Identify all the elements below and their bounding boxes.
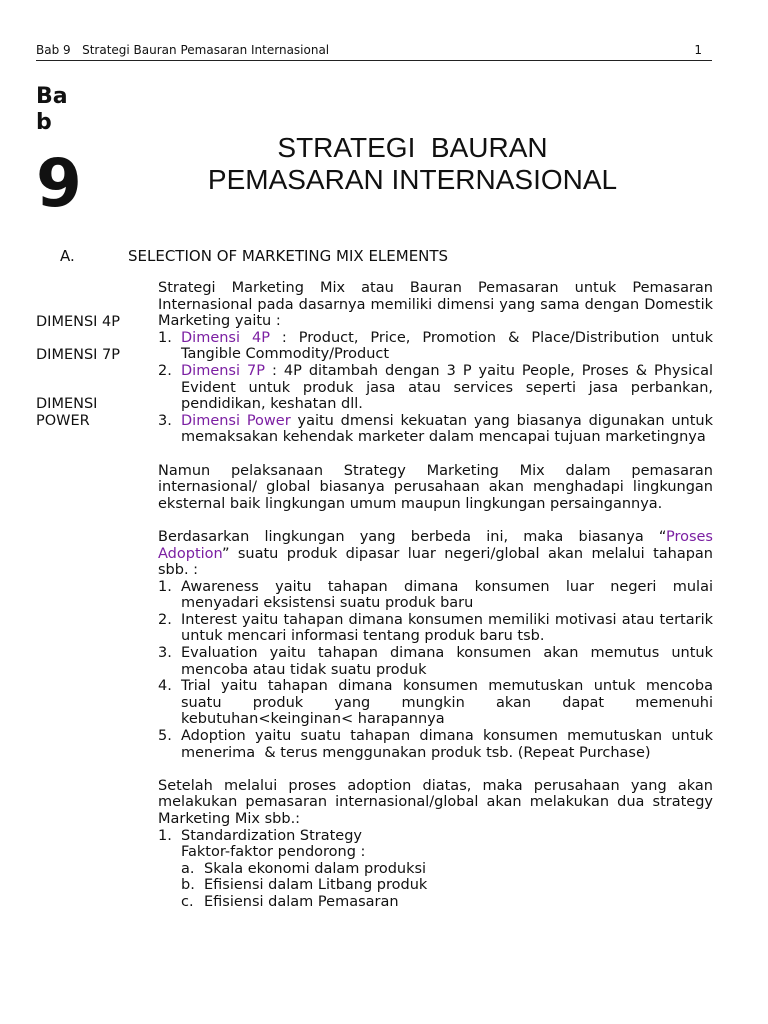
factor-item bbox=[158, 877, 713, 894]
factor-text: Efisiensi dalam Litbang produk bbox=[204, 877, 428, 894]
header-chapter-title: Bab 9 Strategi Bauran Pemasaran Internasional bbox=[36, 43, 330, 57]
paragraph-2: Namun pelaksanaan Strategy Marketing Mix dalam pemasaran internasional/ global biasanya perusahaan akan menghadapi lingkungan eksternal baik lingkungan umum maupun lingkungan persaingannya. bbox=[158, 462, 713, 512]
strategy-title: Standardization Strategy bbox=[181, 827, 363, 844]
paragraph-3 bbox=[158, 529, 713, 579]
list-number: 2. bbox=[158, 611, 172, 628]
side-label-dimensi-power bbox=[36, 396, 97, 430]
dimension-desc: : 4P ditambah dengan 3 P yaitu People, Proses & Physical Evident untuk produk jasa atau services seperti jasa perbankan, pendidikan, keshatan dll. bbox=[181, 362, 713, 413]
chapter-number: 9 bbox=[36, 145, 82, 222]
list-text: Awareness yaitu tahapan dimana konsumen luar negeri mulai menyadari eksistensi suatu produk baru bbox=[181, 578, 713, 612]
chapter-word: Bab bbox=[36, 84, 68, 135]
list-number: 3. bbox=[158, 645, 172, 662]
body-text bbox=[158, 280, 718, 911]
paragraph-3-before: Berdasarkan lingkungan yang berbeda ini, maka biasanya “ bbox=[158, 528, 666, 545]
list-text: Evaluation yaitu tahapan dimana konsumen akan memutus untuk mencoba atau tidak suatu produk bbox=[181, 645, 713, 678]
list-number: 1. bbox=[158, 329, 172, 346]
strategy-item bbox=[158, 828, 713, 845]
list-number: 4. bbox=[158, 678, 172, 695]
list-text bbox=[181, 363, 713, 413]
factors-label: Faktor-faktor pendorong : bbox=[181, 844, 366, 861]
dimension-item bbox=[158, 413, 713, 446]
adoption-step bbox=[158, 579, 713, 612]
side-label-dimensi-power-line-1: DIMENSI bbox=[36, 396, 98, 412]
adoption-step bbox=[158, 728, 718, 761]
list-text bbox=[181, 330, 713, 363]
adoption-step bbox=[158, 612, 713, 645]
list-number: 3. bbox=[158, 412, 172, 429]
list-text: Interest yaitu tahapan dimana konsumen memiliki motivasi atau tertarik untuk mencari informasi tentang produk baru tsb. bbox=[181, 611, 713, 645]
list-number: 1. bbox=[158, 827, 172, 844]
factor-letter: a. bbox=[181, 860, 195, 877]
list-text bbox=[181, 413, 713, 446]
factor-text: Skala ekonomi dalam produksi bbox=[204, 860, 427, 877]
page-header bbox=[36, 42, 712, 61]
dimension-desc: yaitu dmensi kekuatan yang biasanya digunakan untuk memaksakan kehendak marketer dalam mencapai tujuan marketingnya bbox=[181, 412, 713, 446]
section-title: SELECTION OF MARKETING MIX ELEMENTS bbox=[128, 247, 449, 265]
dimension-desc: : Product, Price, Promotion & Place/Distribution untuk Tangible Commodity/Product bbox=[181, 329, 713, 363]
dimension-term: Dimensi 7P bbox=[181, 362, 265, 379]
factor-letter: c. bbox=[181, 893, 194, 910]
list-number: 1. bbox=[158, 578, 172, 595]
intro-paragraph: Strategi Marketing Mix atau Bauran Pemasaran untuk Pemasaran Internasional pada dasarnya memiliki dimensi yang sama dengan Domestik Marketing yaitu : bbox=[158, 280, 713, 330]
factor-letter: b. bbox=[181, 877, 195, 894]
page-number: 1 bbox=[694, 43, 702, 57]
chapter-title bbox=[150, 132, 675, 196]
dimension-item bbox=[158, 330, 713, 363]
chapter-title-line-1: STRATEGI BAURAN bbox=[277, 132, 548, 163]
dimension-term: Dimensi Power bbox=[181, 412, 291, 429]
factor-item bbox=[158, 894, 713, 911]
list-text: Trial yaitu tahapan dimana konsumen memutuskan untuk mencoba suatu produk yang mungkin akan dapat memenuhi kebutuhan<keinginan< harapannya bbox=[181, 678, 713, 728]
dimension-item bbox=[158, 363, 713, 413]
dimension-term: Dimensi 4P bbox=[181, 329, 270, 346]
chapter-title-line-2: PEMASARAN INTERNASIONAL bbox=[207, 164, 618, 195]
paragraph-3-after: ” suatu produk dipasar luar negeri/global akan melalui tahapan sbb. : bbox=[158, 545, 713, 579]
side-label-dimensi-7p: DIMENSI 7P bbox=[36, 347, 121, 363]
adoption-step bbox=[158, 645, 713, 678]
list-number: 5. bbox=[158, 728, 172, 745]
factor-text: Efisiensi dalam Pemasaran bbox=[204, 893, 399, 910]
side-label-dimensi-4p: DIMENSI 4P bbox=[36, 314, 121, 330]
list-number: 2. bbox=[158, 362, 172, 379]
proses-adoption-term: Proses Adoption bbox=[158, 528, 713, 562]
side-label-dimensi-power-line-2: POWER bbox=[36, 413, 90, 429]
section-letter: A. bbox=[60, 247, 75, 265]
list-text: Adoption yaitu suatu tahapan dimana konsumen memutuskan untuk menerima & terus menggunakan produk tsb. (Repeat Purchase) bbox=[181, 728, 718, 761]
adoption-step bbox=[158, 678, 713, 728]
factor-item bbox=[158, 861, 713, 878]
paragraph-4: Setelah melalui proses adoption diatas, maka perusahaan yang akan melakukan pemasaran internasional/global akan melakukan dua strategy Marketing Mix sbb.: bbox=[158, 777, 713, 827]
